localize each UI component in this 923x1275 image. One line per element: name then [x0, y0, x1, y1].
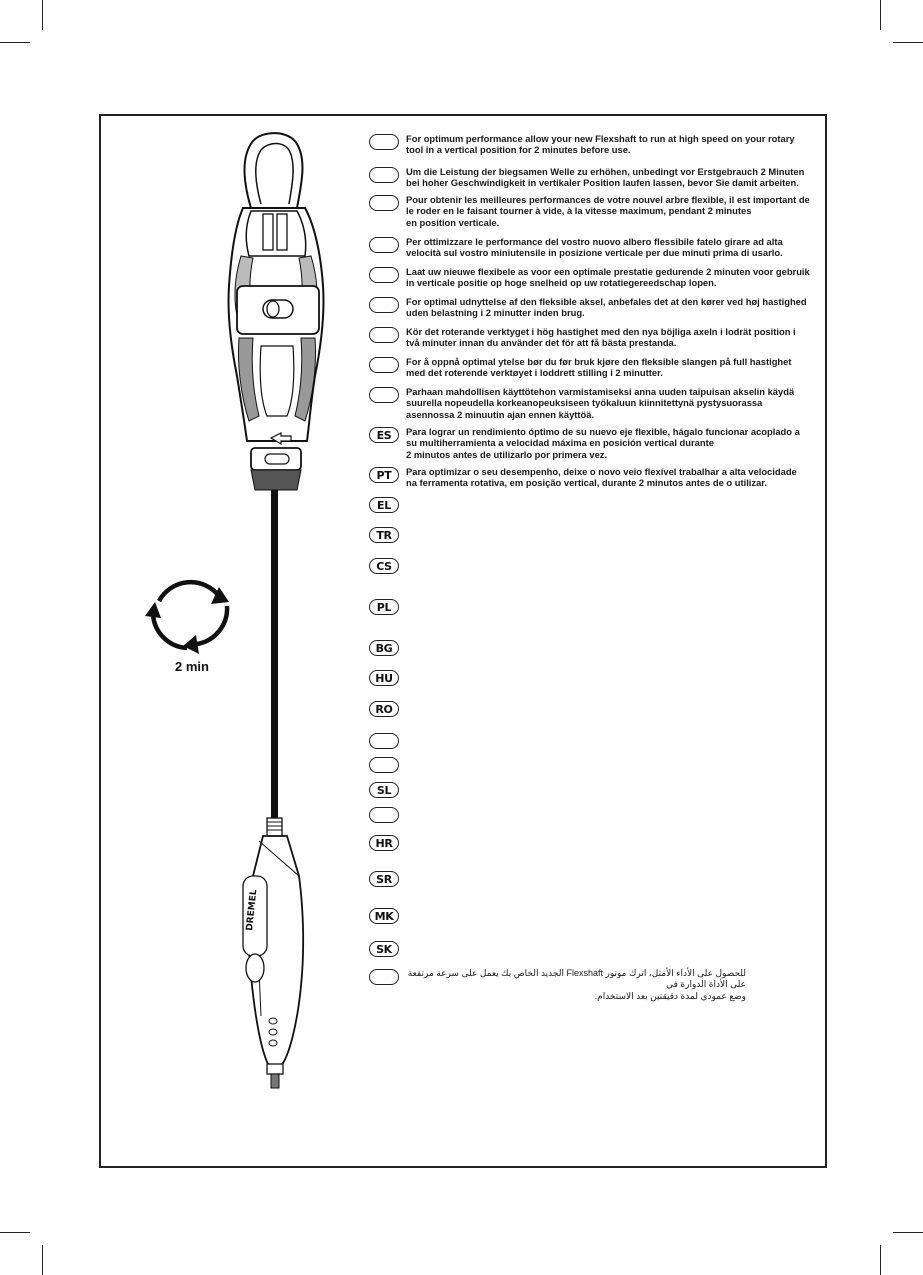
- crop-mark: [880, 1245, 881, 1275]
- language-badge: EL: [369, 497, 399, 513]
- language-badge: [369, 387, 399, 403]
- language-badge: [369, 297, 399, 313]
- language-row: [369, 326, 826, 349]
- language-badge: [369, 267, 399, 283]
- crop-mark: [0, 1232, 30, 1233]
- language-badge: [369, 134, 399, 150]
- language-row: [369, 266, 826, 289]
- language-badge: HR: [369, 835, 399, 851]
- language-badge: [369, 357, 399, 373]
- language-text: للحصول على الأداء الأمثل، اترك موتور Flexshaft الجديد الخاص بك يعمل على سرعة مرتفعة على الأداة الدوارة في وضع عمودي لمدة دقيقتين بعد الاستخدام.: [407, 968, 746, 1001]
- language-badge: [369, 807, 399, 823]
- language-text: Para optimizar o seu desempenho, deixe o novo veio flexível trabalhar a alta velocidade na ferramenta rotativa, em posição vertical, durante 2 minutos antes de o utilizar.: [406, 466, 797, 489]
- language-row: [369, 639, 826, 656]
- language-row: [369, 669, 826, 686]
- language-row: [369, 700, 826, 717]
- language-row: [369, 166, 826, 189]
- page-frame: [99, 114, 827, 1168]
- rotation-arrows-icon: [153, 582, 227, 648]
- crop-mark: [0, 42, 30, 43]
- language-badge: CS: [369, 558, 399, 574]
- language-badge: [369, 327, 399, 343]
- language-text: Parhaan mahdollisen käyttötehon varmistamiseksi anna uuden taipuisan akselin käydä suurella nopeudella korkeanopeuksiseen työkaluun kiinnitettynä pystysuorassa asennossa 2 minuutin ajan ennen käyttöä.: [406, 386, 795, 420]
- language-text: Para lograr un rendimiento óptimo de su nuevo eje flexible, hágalo funcionar acoplado a su multiherramienta a velocidad máxima en posición vertical durante 2 minutos antes de utilizarlo por primera vez.: [406, 426, 800, 460]
- language-badge: [369, 757, 399, 773]
- brand-label: DREMEL: [245, 889, 260, 932]
- language-row: [369, 806, 826, 823]
- flexshaft-illustration: [101, 116, 361, 1166]
- language-badge: SR: [369, 871, 399, 887]
- language-row: [369, 557, 826, 574]
- language-badge: PL: [369, 599, 399, 615]
- language-badge: [369, 195, 399, 211]
- language-row: [369, 526, 826, 543]
- crop-mark: [42, 1245, 43, 1275]
- language-badge: ES: [369, 427, 399, 443]
- crop-mark: [893, 42, 923, 43]
- language-text: For optimum performance allow your new Flexshaft to run at high speed on your rotary tool in a vertical position for 2 minutes before use.: [406, 133, 795, 156]
- language-row: [369, 356, 826, 379]
- language-badge: [369, 969, 399, 985]
- language-text: For optimal udnyttelse af den fleksible aksel, anbefales det at den kører ved høj hastighed uden belastning i 2 minutter inden brug.: [406, 296, 807, 319]
- language-row: [369, 907, 826, 924]
- language-badge: HU: [369, 670, 399, 686]
- language-badge: RO: [369, 701, 399, 717]
- language-row: [369, 756, 826, 773]
- language-row: [369, 781, 826, 798]
- language-badge: MK: [369, 908, 399, 924]
- language-badge: [369, 237, 399, 253]
- language-badge: BG: [369, 640, 399, 656]
- language-row: [369, 386, 826, 420]
- language-row: [369, 496, 826, 513]
- language-text: Pour obtenir les meilleures performances de votre nouvel arbre flexible, il est important de le roder en le faisant tourner à vide, à la vitesse maximum, pendant 2 minutes en position verticale.: [406, 194, 810, 228]
- crop-mark: [893, 1232, 923, 1233]
- language-badge: PT: [369, 467, 399, 483]
- language-badge: [369, 167, 399, 183]
- language-text: Kör det roterande verktyget i hög hastighet med den nya böjliga axeln i lodrät position i två minuter innan du använder det för att få bästa prestanda.: [406, 326, 796, 349]
- language-badge: SL: [369, 782, 399, 798]
- language-row: [369, 236, 826, 259]
- language-row: [369, 598, 826, 615]
- language-row: [369, 426, 826, 460]
- duration-caption: 2 min: [175, 659, 209, 674]
- language-row: [369, 834, 826, 851]
- crop-mark: [880, 0, 881, 30]
- language-text: Laat uw nieuwe flexibele as voor een optimale prestatie gedurende 2 minuten voor gebruik in verticale positie op hoge snelheid op uw rotatiegereedschap lopen.: [406, 266, 810, 289]
- language-row: [369, 194, 826, 228]
- language-row: [369, 466, 826, 489]
- language-row: [369, 732, 826, 749]
- language-row: [369, 133, 826, 156]
- language-badge: TR: [369, 527, 399, 543]
- language-row: [369, 296, 826, 319]
- language-text: Per ottimizzare le performance del vostro nuovo albero flessibile fatelo girare ad alta velocità sul vostro miniutensile in posizione verticale per due minuti prima di usarlo.: [406, 236, 783, 259]
- language-badge: [369, 733, 399, 749]
- language-badge: SK: [369, 941, 399, 957]
- language-row: [369, 870, 826, 887]
- language-row: [369, 940, 826, 957]
- language-text: Um die Leistung der biegsamen Welle zu erhöhen, unbedingt vor Erstgebrauch 2 Minuten bei hoher Geschwindigkeit in vertikaler Position laufen lassen, bevor Sie damit arbeiten.: [406, 166, 805, 189]
- language-text: For å oppnå optimal ytelse bør du før bruk kjøre den fleksible slangen på full hastighet med det roterende verktøyet i loddrett stilling i 2 minutter.: [406, 356, 792, 379]
- crop-mark: [42, 0, 43, 30]
- language-row: [369, 968, 746, 1002]
